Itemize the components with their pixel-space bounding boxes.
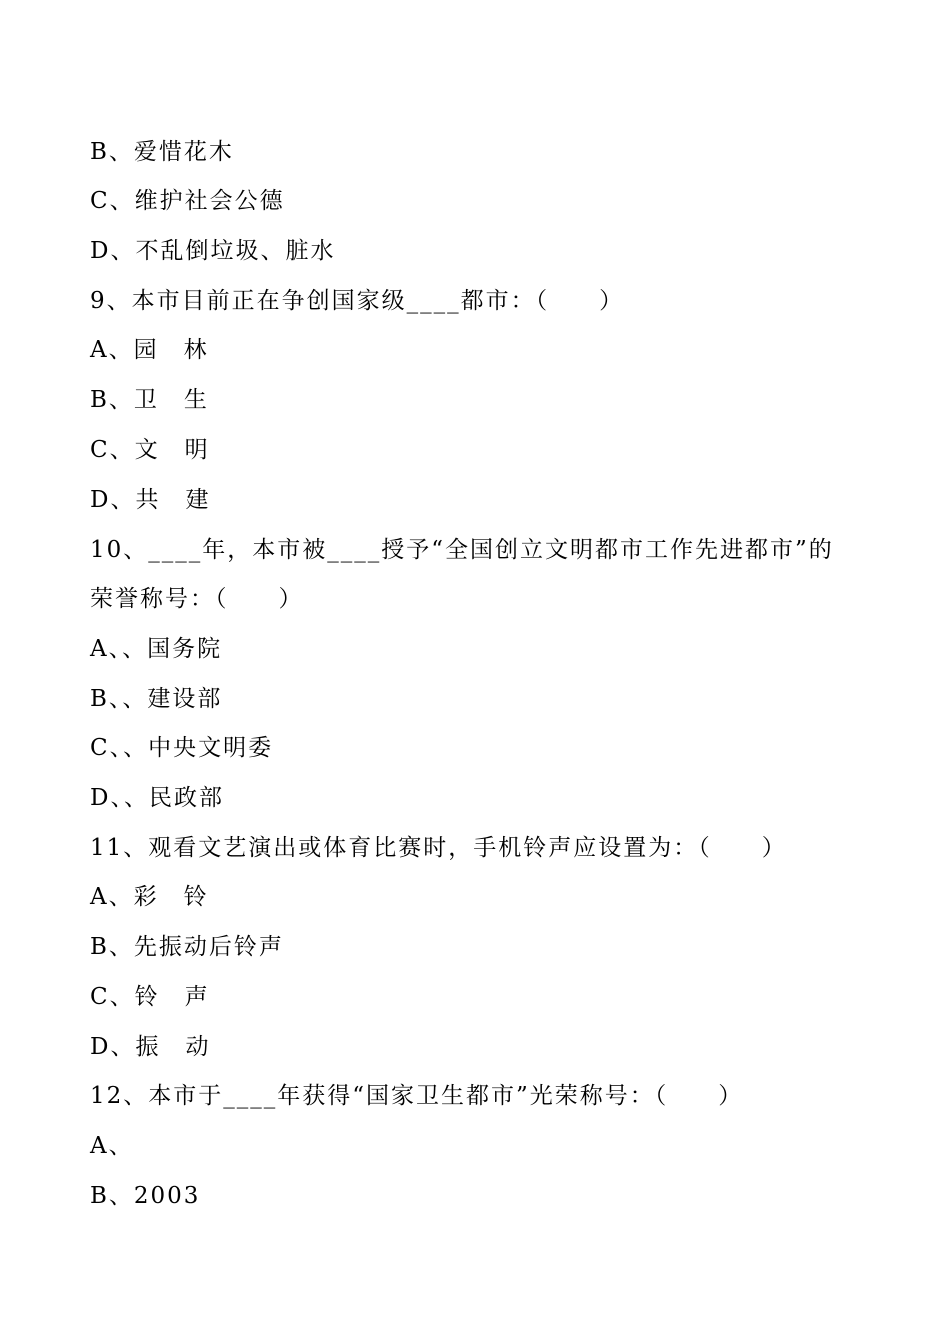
option-a-q9: A、园 林 <box>90 337 209 363</box>
option-d-q11: D、振 动 <box>90 1034 211 1060</box>
option-a-q12: A、 <box>90 1133 134 1159</box>
option-b-q8: B、爱惜花木 <box>90 139 234 165</box>
option-b-q9: B、卫 生 <box>90 387 209 413</box>
option-d-q8: D、不乱倒垃圾、脏水 <box>90 238 336 264</box>
question-12: 12、本市于____年获得“国家卫生都市”光荣称号：（ ） <box>90 1083 744 1109</box>
option-c-q8: C、维护社会公德 <box>90 188 285 214</box>
option-b-q11: B、先振动后铃声 <box>90 934 284 960</box>
question-10: 10、____年，本市被____授予“全国创立文明都市工作先进都市”的 <box>90 537 834 563</box>
option-b-q12: B、2003 <box>90 1183 201 1209</box>
option-c-q9: C、文 明 <box>90 437 210 463</box>
option-d-q9: D、共 建 <box>90 487 211 513</box>
option-d-q10: D、、民政部 <box>90 785 224 811</box>
question-9: 9、本市目前正在争创国家级____都市：（ ） <box>90 288 625 314</box>
option-b-q10: B、、建设部 <box>90 686 223 712</box>
option-c-q10: C、、中央文明委 <box>90 735 274 761</box>
question-11: 11、观看文艺演出或体育比赛时，手机铃声应设置为：（ ） <box>90 835 787 861</box>
option-a-q11: A、彩 铃 <box>90 884 209 910</box>
question-10-cont: 荣誉称号：（ ） <box>90 586 304 612</box>
option-c-q11: C、铃 声 <box>90 984 210 1010</box>
option-a-q10: A、、国务院 <box>90 636 223 662</box>
